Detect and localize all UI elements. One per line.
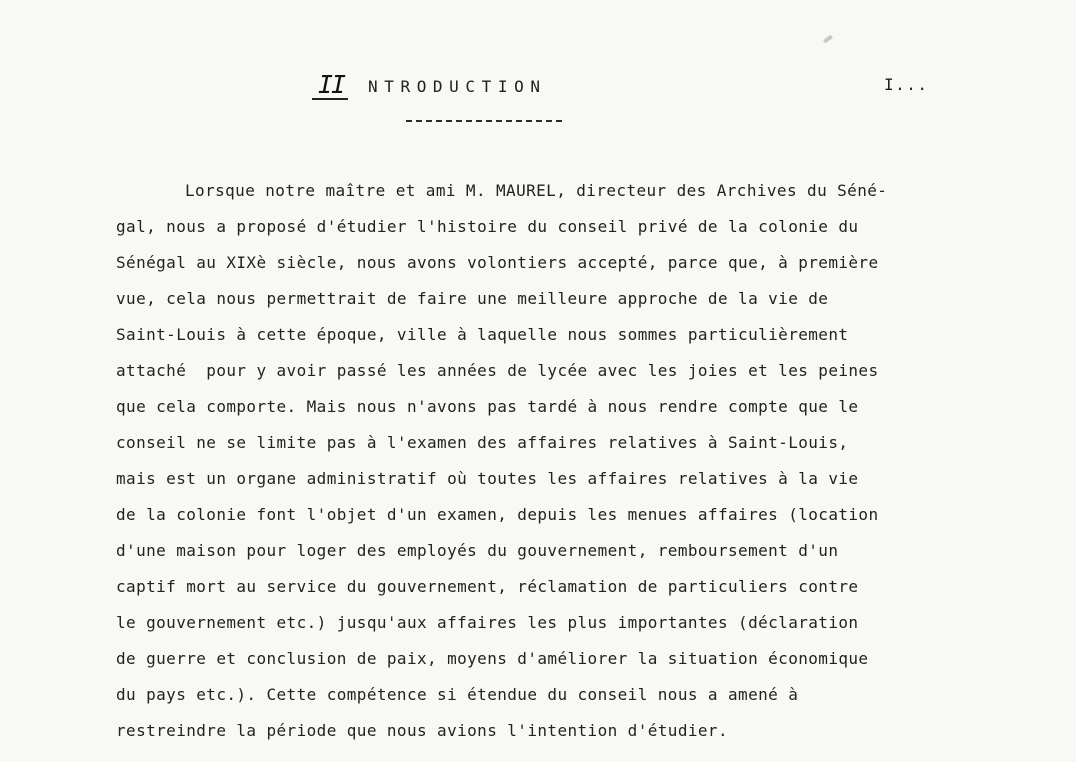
- title-underline: [406, 120, 562, 122]
- paper-speck: [823, 34, 833, 43]
- text-line: Sénégal au XIXè siècle, nous avons volontiers accepté, parce que, à première: [116, 253, 879, 272]
- document-title: [312, 72, 632, 132]
- text-line: Lorsque notre maître et ami M. MAUREL, directeur des Archives du Séné-: [185, 181, 888, 200]
- text-line: Saint-Louis à cette époque, ville à laquelle nous sommes particulièrement: [116, 325, 849, 344]
- page-number: I...: [884, 75, 929, 94]
- text-line: du pays etc.). Cette compétence si étendue du conseil nous a amené à: [116, 685, 799, 704]
- text-line: gal, nous a proposé d'étudier l'histoire du conseil privé de la colonie du: [116, 217, 859, 236]
- text-line: de guerre et conclusion de paix, moyens d'améliorer la situation économique: [116, 649, 869, 668]
- text-line: que cela comporte. Mais nous n'avons pas tardé à nous rendre compte que le: [116, 397, 859, 416]
- text-line: captif mort au service du gouvernement, réclamation de particuliers contre: [116, 577, 859, 596]
- text-line: d'une maison pour loger des employés du gouvernement, remboursement d'un: [116, 541, 839, 560]
- text-line: attaché pour y avoir passé les années de lycée avec les joies et les peines: [116, 361, 879, 380]
- title-text: NTRODUCTION: [368, 77, 547, 96]
- title-handwritten-initial: II: [312, 72, 348, 100]
- text-line: de la colonie font l'objet d'un examen, depuis les menues affaires (location: [116, 505, 879, 524]
- text-line: mais est un organe administratif où toutes les affaires relatives à la vie: [116, 469, 859, 488]
- text-line: restreindre la période que nous avions l'intention d'étudier.: [116, 721, 729, 740]
- text-line: vue, cela nous permettrait de faire une meilleure approche de la vie de: [116, 289, 829, 308]
- text-line: le gouvernement etc.) jusqu'aux affaires les plus importantes (déclaration: [116, 613, 859, 632]
- text-line: conseil ne se limite pas à l'examen des affaires relatives à Saint-Louis,: [116, 433, 849, 452]
